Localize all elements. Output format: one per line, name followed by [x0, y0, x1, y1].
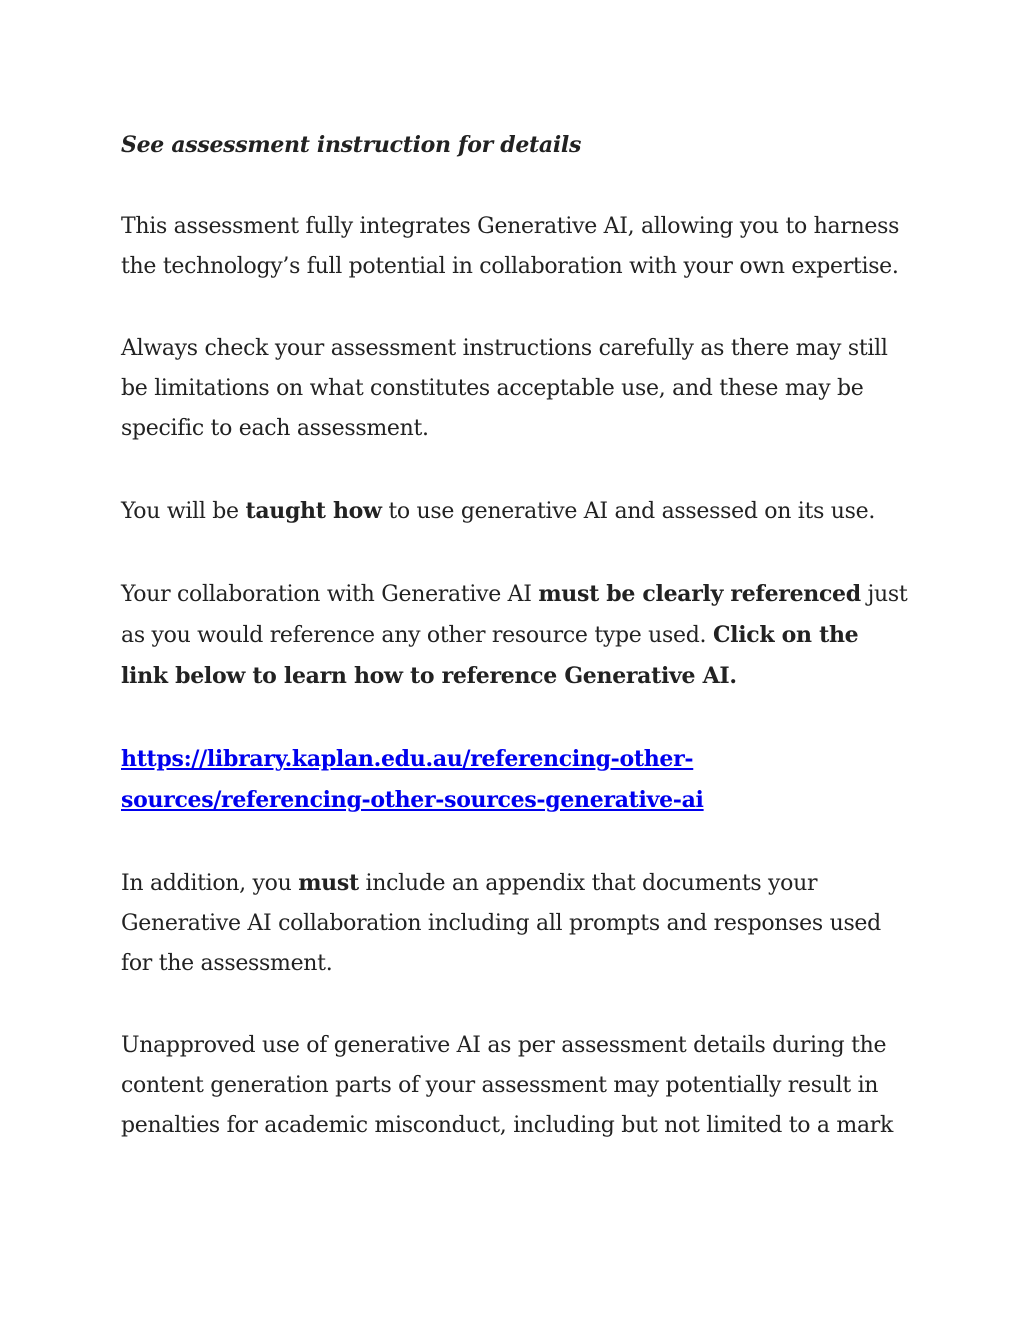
emphasis-click-link: Click on the link below to learn how to reference Generative AI. [121, 622, 859, 689]
paragraph-appendix [121, 863, 911, 984]
emphasis-taught-how: taught how [245, 498, 382, 524]
text-segment: You will be [121, 499, 246, 524]
paragraph-unapproved-use: Unapproved use of generative AI as per assessment details during the content generation parts of your assessment may potentially result in penalties for academic misconduct, including but not limited to a mark [121, 1033, 894, 1138]
text-segment: to use generative AI and assessed on its use. [381, 499, 876, 524]
emphasis-must: must [298, 870, 359, 896]
document-page [121, 125, 911, 1188]
text-segment: Your collaboration with Generative AI [121, 582, 539, 607]
referencing-link[interactable] [121, 746, 704, 813]
text-segment: include an appendix that documents your Generative AI collaboration including all prompts and responses used for the assessment. [121, 871, 881, 976]
paragraph-taught-how [121, 491, 911, 532]
link-line-1: https://library.kaplan.edu.au/referencing-other- [121, 746, 694, 772]
text-segment: In addition, you [121, 871, 299, 896]
text-segment: just as you would reference any other resource type used. [121, 582, 908, 648]
paragraph-check-instructions: Always check your assessment instructions carefully as there may still be limitations on what constitutes acceptable use, and these may be specific to each assessment. [121, 336, 888, 441]
paragraph-link [121, 739, 911, 821]
section-heading: See assessment instruction for details [121, 132, 582, 158]
paragraph-referencing [121, 574, 911, 697]
paragraph-integration: This assessment fully integrates Generative AI, allowing you to harness the technology’s full potential in collaboration with your own expertise. [121, 214, 900, 279]
emphasis-must-be-referenced: must be clearly referenced [538, 581, 861, 607]
link-line-2: sources/referencing-other-sources-generative-ai [121, 787, 704, 813]
